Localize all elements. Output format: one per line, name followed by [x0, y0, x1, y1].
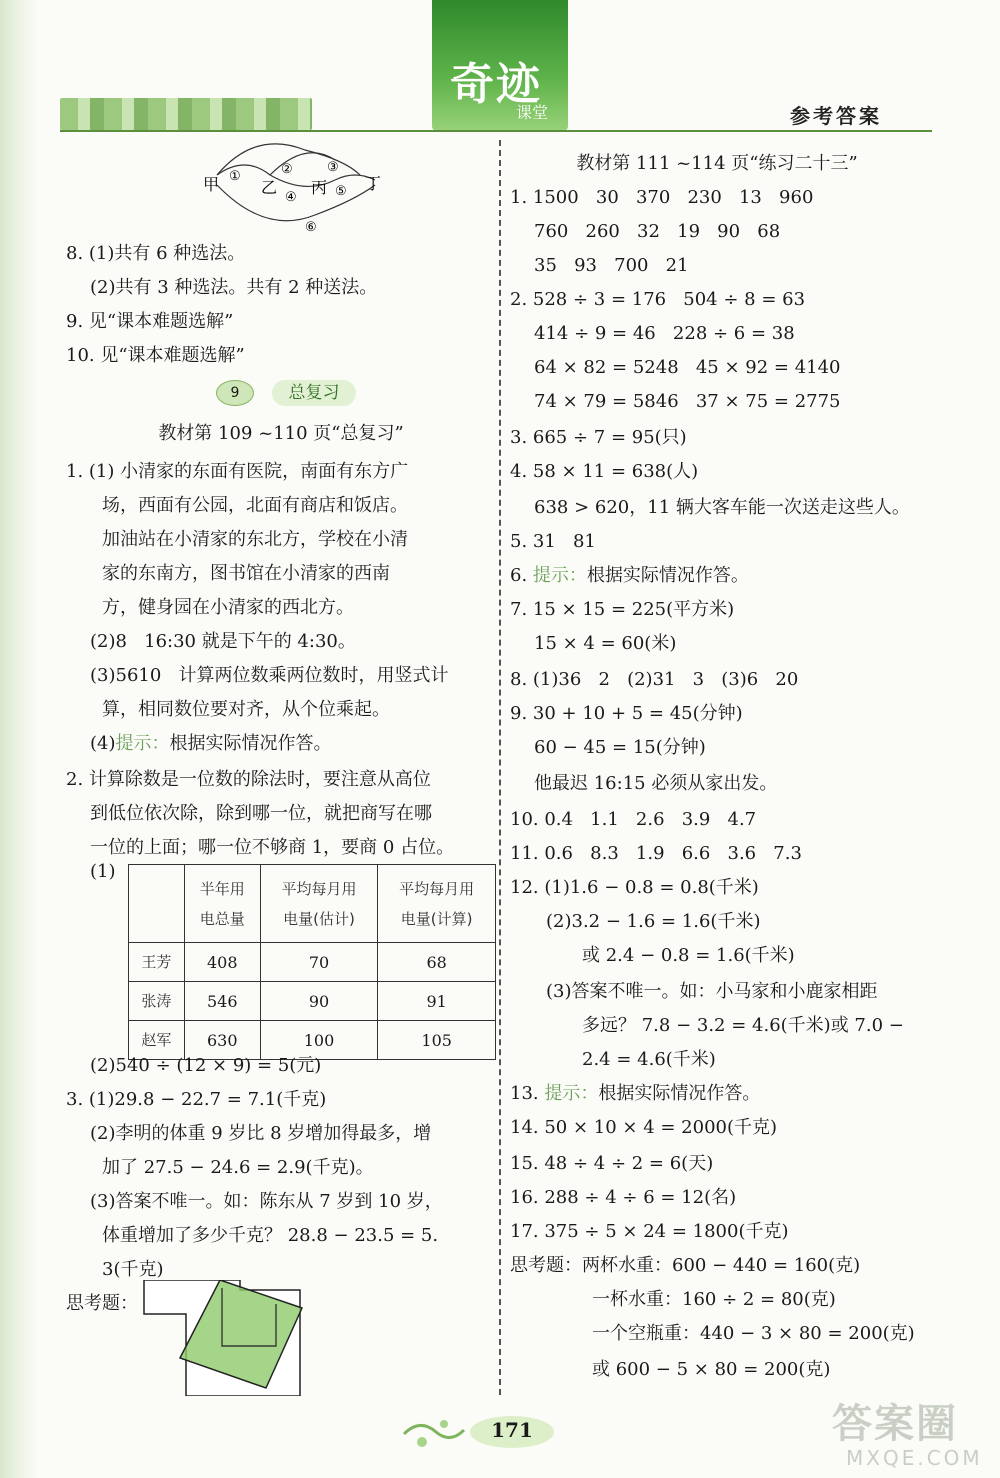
table-row — [129, 982, 496, 1021]
thinking-line-1: 思考题：两杯水重：600 − 440 = 160(克) — [510, 1255, 861, 1276]
practice-2-line-1: 2. 528 ÷ 3 = 176 504 ÷ 8 = 63 — [510, 289, 806, 310]
tree-node-ding: 丁 — [365, 174, 382, 193]
review-3-part-3: (3)答案不唯一。如：陈东从 7 岁到 10 岁， — [90, 1191, 443, 1212]
item-number: 13. — [510, 1083, 545, 1104]
review-2-line-2: 到低位依次除，除到哪一位，就把商写在哪 — [90, 803, 432, 824]
selection-tree-diagram — [195, 135, 395, 235]
review-2-line-3: 一位的上面；哪一位不够商 1，要商 0 占位。 — [90, 837, 455, 858]
review-3-part-1: 3. (1)29.8 − 22.7 = 7.1(千克) — [66, 1089, 327, 1110]
watermark-text: 答案圈 — [832, 1401, 958, 1447]
answer-10: 10. 见“课本难题选解” — [66, 345, 245, 366]
site-watermark — [832, 1392, 992, 1476]
review-2-part-2: (2)540 ÷ (12 × 9) = 5(元) — [90, 1055, 322, 1076]
tree-route-3: ③ — [327, 160, 339, 175]
tree-route-4: ④ — [285, 190, 297, 205]
table-cell: 王芳 — [129, 943, 185, 982]
thinking-line-2: 一杯水重：160 ÷ 2 = 80(克) — [592, 1289, 836, 1310]
practice-1-line-2: 760 260 32 19 90 68 — [534, 221, 781, 242]
practice-4-line-2: 638 > 620，11 辆大客车能一次送走这些人。 — [534, 497, 910, 518]
practice-16: 16. 288 ÷ 4 ÷ 6 = 12(名) — [510, 1187, 737, 1208]
table-cell: 408 — [184, 943, 260, 982]
review-1-line-4: 家的东南方，图书馆在小清家的西南 — [102, 563, 390, 584]
header-rule — [60, 130, 932, 132]
table-cell: 91 — [378, 982, 496, 1021]
practice-12-part-2-alt: 或 2.4 − 0.8 = 1.6(千米) — [582, 945, 795, 966]
practice-1-line-1: 1. 1500 30 370 230 13 960 — [510, 187, 814, 208]
tree-route-1: ① — [229, 169, 241, 184]
header-title: 参考答案 — [790, 104, 882, 128]
tree-route-2: ② — [281, 162, 293, 177]
practice-2-line-2: 414 ÷ 9 = 46 228 ÷ 6 = 38 — [534, 323, 795, 344]
watermark-url: MXQE.COM — [846, 1446, 983, 1470]
review-1-line-1: 1. (1) 小清家的东面有医院，南面有东方广 — [66, 461, 409, 482]
practice-12-part-3: (3)答案不唯一。如：小马家和小鹿家相距 — [546, 981, 878, 1002]
practice-17: 17. 375 ÷ 5 × 24 = 1800(千克) — [510, 1221, 789, 1242]
review-1-part-4 — [90, 730, 332, 758]
hint-text: 根据实际情况作答。 — [598, 1083, 761, 1104]
review-1-part-3-cont: 算，相同数位要对齐，从个位乘起。 — [102, 699, 390, 720]
practice-2-line-3: 64 × 82 = 5248 45 × 92 = 4140 — [534, 357, 841, 378]
hint-label: 提示： — [532, 565, 587, 586]
practice-7-line-2: 15 × 4 = 60(米) — [534, 633, 677, 654]
tree-node-jia: 甲 — [203, 175, 220, 194]
tree-route-5: ⑤ — [335, 184, 347, 199]
review-1-part-2: (2)8 16:30 就是下午的 4:30。 — [90, 631, 356, 652]
binding-strip — [0, 0, 40, 1478]
brand-logo — [432, 0, 568, 132]
practice-5: 5. 31 81 — [510, 531, 596, 552]
practice-4-line-1: 4. 58 × 11 = 638(人) — [510, 461, 699, 482]
hint-label: 提示： — [115, 733, 170, 754]
practice-1-line-3: 35 93 700 21 — [534, 255, 689, 276]
table-row — [129, 943, 496, 982]
practice-12-part-3-end: 2.4 = 4.6(千米) — [582, 1049, 716, 1070]
thinking-line-3: 一个空瓶重：440 − 3 × 80 = 200(克) — [592, 1323, 915, 1344]
review-1-line-3: 加油站在小清家的东北方，学校在小清 — [102, 529, 408, 550]
page-number: 171 — [491, 1418, 533, 1442]
column-divider — [499, 140, 501, 1395]
practice-15: 15. 48 ÷ 4 ÷ 2 = 6(天) — [510, 1153, 714, 1174]
table-cell: 70 — [260, 943, 378, 982]
hint-text: 根据实际情况作答。 — [586, 565, 749, 586]
table-cell: 68 — [378, 943, 496, 982]
table-cell: 90 — [260, 982, 378, 1021]
table-header-cell: 半年用 电总量 — [184, 865, 260, 943]
folded-square-figure — [140, 1280, 320, 1396]
review-2-part-1: (1) — [90, 861, 116, 882]
practice-6 — [510, 562, 749, 590]
practice-14: 14. 50 × 10 × 4 = 2000(千克) — [510, 1117, 778, 1138]
practice-heading: 教材第 111 ~114 页“练习二十三” — [576, 153, 858, 174]
practice-7-line-1: 7. 15 × 15 = 225(平方米) — [510, 599, 735, 620]
practice-2-line-4: 74 × 79 = 5846 37 × 75 = 2775 — [534, 391, 841, 412]
review-3-part-2-cont: 加了 27.5 − 24.6 = 2.9(千克)。 — [102, 1157, 374, 1178]
table-corner-cell — [129, 865, 185, 943]
practice-3: 3. 665 ÷ 7 = 95(只) — [510, 427, 687, 448]
part-label: (4) — [90, 733, 116, 754]
section-number-badge: 9 — [216, 380, 254, 406]
answer-8-1: 8. (1)共有 6 种选法。 — [66, 243, 246, 264]
table-header-cell: 平均每月用 电量(计算) — [378, 865, 496, 943]
practice-12-part-2: (2)3.2 − 1.6 = 1.6(千米) — [546, 911, 761, 932]
practice-11: 11. 0.6 8.3 1.9 6.6 3.6 7.3 — [510, 843, 802, 864]
section-title: 总复习 — [272, 380, 356, 406]
tree-route-6: ⑥ — [305, 220, 317, 235]
answer-9: 9. 见“课本难题选解” — [66, 311, 234, 332]
table-header-row — [129, 865, 496, 943]
practice-8: 8. (1)36 2 (2)31 3 (3)6 20 — [510, 669, 799, 690]
thinking-label-left: 思考题： — [66, 1293, 138, 1314]
table-cell: 630 — [184, 1021, 260, 1060]
review-1-part-3: (3)5610 计算两位数乘两位数时，用竖式计 — [90, 665, 449, 686]
hint-text: 根据实际情况作答。 — [169, 733, 332, 754]
tree-node-yi: 乙 — [261, 178, 278, 197]
review-3-part-3-cont: 体重增加了多少千克？ 28.8 − 23.5 = 5. — [102, 1225, 439, 1246]
item-number: 6. — [510, 565, 533, 586]
review-2-line-1: 2. 计算除数是一位数的除法时，要注意从高位 — [66, 769, 431, 790]
practice-10: 10. 0.4 1.1 2.6 3.9 4.7 — [510, 809, 757, 830]
header-decor-band — [60, 98, 312, 130]
logo-main-text: 奇迹 — [450, 59, 542, 110]
practice-9-line-1: 9. 30 + 10 + 5 = 45(分钟) — [510, 703, 743, 724]
electricity-table — [128, 864, 496, 1060]
hint-label: 提示： — [544, 1083, 599, 1104]
table-header-cell: 平均每月用 电量(估计) — [260, 865, 378, 943]
table-cell: 100 — [260, 1021, 378, 1060]
review-1-line-2: 场，西面有公园，北面有商店和饭店。 — [102, 495, 408, 516]
table-cell: 105 — [378, 1021, 496, 1060]
tree-node-bing: 丙 — [311, 178, 328, 197]
practice-12-part-1: 12. (1)1.6 − 0.8 = 0.8(千米) — [510, 877, 759, 898]
practice-13 — [510, 1080, 760, 1108]
logo-sub-text: 课堂 — [516, 103, 549, 122]
review-3-part-3-end: 3(千克) — [102, 1259, 164, 1280]
table-cell: 赵军 — [129, 1021, 185, 1060]
table-cell: 张涛 — [129, 982, 185, 1021]
practice-12-part-3-cont: 多远？ 7.8 − 3.2 = 4.6(千米)或 7.0 − — [582, 1015, 904, 1036]
table-cell: 546 — [184, 982, 260, 1021]
review-1-line-5: 方，健身园在小清家的西北方。 — [102, 597, 354, 618]
answer-8-2: (2)共有 3 种选法。共有 2 种送法。 — [90, 277, 378, 298]
review-3-part-2: (2)李明的体重 9 岁比 8 岁增加得最多，增 — [90, 1123, 432, 1144]
review-heading: 教材第 109 ~110 页“总复习” — [158, 423, 404, 444]
thinking-line-4: 或 600 − 5 × 80 = 200(克) — [592, 1359, 831, 1380]
practice-9-line-2: 60 − 45 = 15(分钟) — [534, 737, 706, 758]
practice-9-line-3: 他最迟 16:15 必须从家出发。 — [534, 773, 778, 794]
